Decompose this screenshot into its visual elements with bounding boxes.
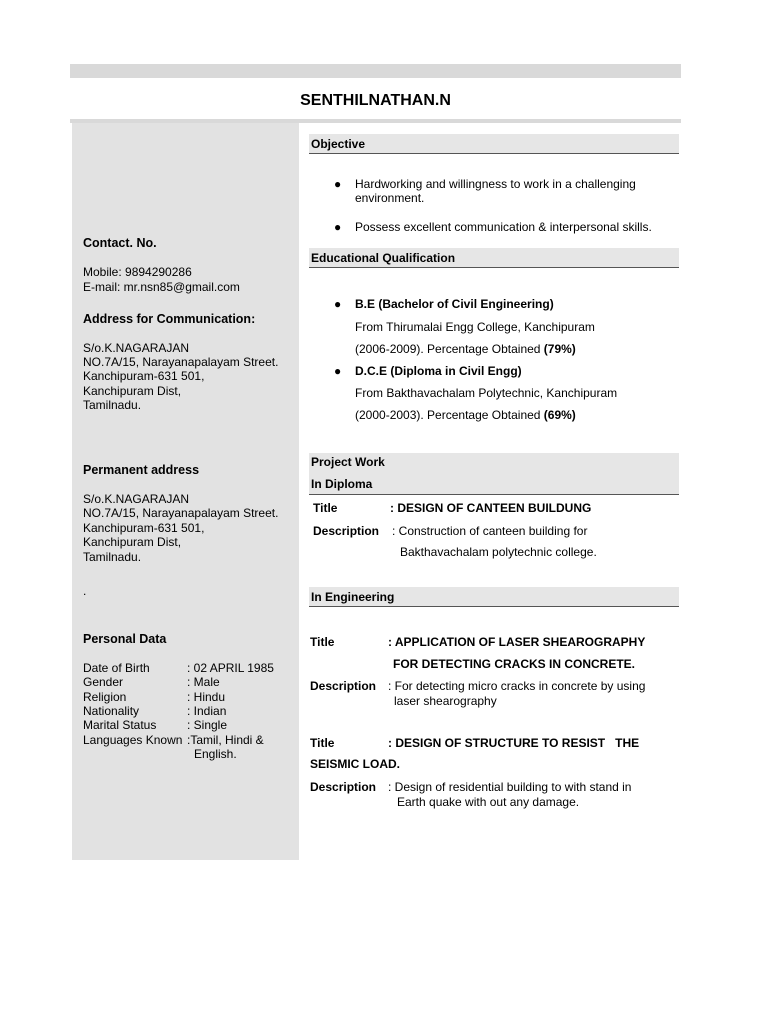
personal-label: Nationality [83, 704, 140, 718]
contact-heading: Contact. No. [83, 236, 157, 250]
description-label: Description [310, 679, 377, 693]
engineering-project-desc: : For detecting micro cracks in concrete by using [388, 679, 646, 693]
objective-text: Possess excellent communication & interpersonal skills. [355, 220, 652, 234]
personal-row [83, 675, 220, 690]
diploma-project-heading: In Diploma [309, 474, 679, 495]
personal-data-heading: Personal Data [83, 632, 167, 646]
title-label: Title [313, 501, 338, 515]
personal-row [83, 661, 274, 676]
diploma-title: D.C.E (Diploma in Civil Engg) [355, 364, 522, 378]
mobile-text: Mobile: 9894290286 [83, 265, 192, 279]
personal-row [83, 733, 264, 748]
comm-address-line: Kanchipuram Dist, [83, 384, 182, 398]
personal-value: : Male [187, 675, 220, 689]
degree-title: B.E (Bachelor of Civil Engineering) [355, 297, 554, 311]
education-heading: Educational Qualification [309, 248, 679, 268]
engineering-project-desc: Earth quake with out any damage. [397, 795, 580, 809]
objective-item [334, 220, 674, 234]
perm-address-line: Tamilnadu. [83, 550, 142, 564]
comm-address-line: Kanchipuram-631 501, [83, 369, 205, 383]
engineering-project-desc: laser shearography [394, 694, 497, 708]
permanent-address-heading: Permanent address [83, 463, 200, 477]
personal-value: : 02 APRIL 1985 [187, 661, 274, 675]
comm-address-line: Tamilnadu. [83, 398, 142, 412]
project-heading: Project Work [311, 455, 385, 469]
personal-label: Gender [83, 675, 124, 689]
personal-label: Religion [83, 690, 127, 704]
personal-value: : Hindu [187, 690, 226, 704]
objective-heading: Objective [309, 134, 679, 154]
diploma-project-desc: Bakthavachalam polytechnic college. [400, 545, 597, 559]
bullet-icon: ● [334, 364, 342, 378]
engineering-project-title: FOR DETECTING CRACKS IN CONCRETE. [393, 657, 636, 671]
diploma-year [355, 408, 576, 422]
diploma-percentage: (69%) [543, 408, 576, 422]
personal-row [83, 690, 225, 705]
comm-address-line: S/o.K.NAGARAJAN [83, 341, 190, 355]
diploma-project-title: : DESIGN OF CANTEEN BUILDUNG [390, 501, 592, 515]
languages-continued: English. [194, 747, 237, 761]
bullet-icon: ● [334, 297, 342, 311]
title-label: Title [310, 635, 335, 649]
stray-dot: . [83, 584, 87, 598]
degree-year [355, 342, 576, 356]
objective-text: environment. [355, 191, 425, 205]
personal-label: Languages Known [83, 733, 183, 747]
diploma-year-text: (2000-2003). Percentage Obtained [355, 408, 544, 422]
personal-label: Date of Birth [83, 661, 150, 675]
header-bar [70, 64, 681, 78]
perm-address-line: S/o.K.NAGARAJAN [83, 492, 190, 506]
personal-value: : Single [187, 718, 228, 732]
personal-value: : Indian [187, 704, 227, 718]
diploma-institution: From Bakthavachalam Polytechnic, Kanchipuram [355, 386, 618, 400]
comm-address-heading: Address for Communication: [83, 312, 256, 326]
comm-address-line: NO.7A/15, Narayanapalayam Street. [83, 355, 279, 369]
diploma-project-desc: : Construction of canteen building for [392, 524, 588, 538]
personal-row [83, 718, 227, 733]
personal-label: Marital Status [83, 718, 157, 732]
engineering-project-title: SEISMIC LOAD. [310, 757, 401, 771]
objective-item [334, 177, 674, 205]
bullet-icon: ● [334, 220, 342, 234]
perm-address-line: Kanchipuram Dist, [83, 535, 182, 549]
engineering-project-title: : APPLICATION OF LASER SHEAROGRAPHY [388, 635, 646, 649]
objective-text: Hardworking and willingness to work in a challenging [355, 177, 636, 191]
title-label: Title [310, 736, 335, 750]
email-text: E-mail: mr.nsn85@gmail.com [83, 280, 240, 294]
perm-address-line: Kanchipuram-631 501, [83, 521, 205, 535]
engineering-project-title: : DESIGN OF STRUCTURE TO RESIST THE [388, 736, 640, 750]
candidate-name: SENTHILNATHAN.N [300, 92, 451, 109]
degree-percentage: (79%) [543, 342, 576, 356]
bullet-icon: ● [334, 177, 342, 191]
personal-row [83, 704, 226, 719]
engineering-project-heading: In Engineering [309, 587, 679, 607]
degree-year-text: (2006-2009). Percentage Obtained [355, 342, 544, 356]
degree-institution: From Thirumalai Engg College, Kanchipuram [355, 320, 595, 334]
engineering-project-desc: : Design of residential building to with stand in [388, 780, 632, 794]
personal-value: :Tamil, Hindi & [187, 733, 264, 747]
description-label: Description [313, 524, 380, 538]
perm-address-line: NO.7A/15, Narayanapalayam Street. [83, 506, 279, 520]
description-label: Description [310, 780, 377, 794]
